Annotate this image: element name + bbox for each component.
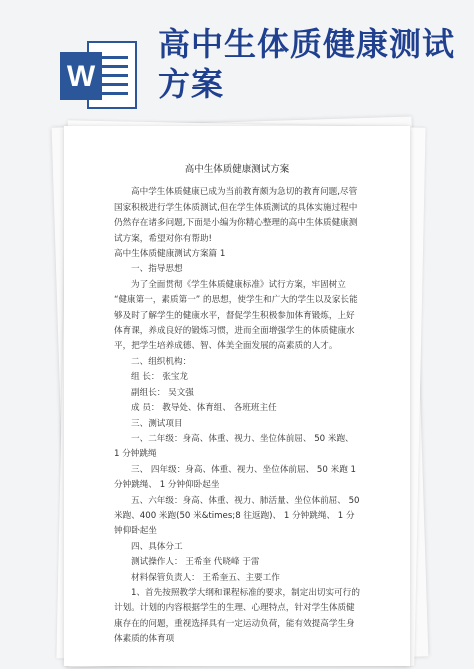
header-banner	[0, 0, 474, 115]
heading-test-items: 三、测试项目	[131, 418, 183, 429]
org-leader: 组 长： 张宝龙	[131, 372, 189, 383]
heading-division-of-work: 四、具体分工	[131, 541, 183, 552]
heading-guiding-ideology: 一、指导思想	[131, 264, 183, 275]
material-custodian: 材料保管负责人： 王希奎五、主要工作	[131, 572, 280, 583]
test-items-grade-1-2: 一、二年级：身高、体重、视力、坐位体前屈、 50 米跑、 1 分钟跳绳	[114, 433, 354, 460]
test-items-grade-5-6: 五、六年级：身高、体重、视力、肺活量、坐位体前屈、 50 米跑、400 米跑(50 米&times;8 往返跑)、 1 分钟跳绳、 1 分钟仰卧起坐	[114, 495, 360, 537]
paragraph-guiding-ideology: 为了全面贯彻《学生体质健康标准》试行方案，牢固树立 “健康第一，素质第一” 的思想，使学生和广大的学生以及家长能够及时了解学生的健康水平，督促学生积极参加体育锻炼，上好体育课，养成良好的锻炼习惯，进而全面增强学生的体质健康水平，把学生培养成德、智、体美全面发展的高素质的人才。	[114, 279, 358, 352]
test-operators: 测试操作人： 王希奎 代晓峰 于雷	[131, 557, 260, 568]
document-title: 高中生体质健康测试方案	[184, 164, 290, 175]
heading-organization: 二、组织机构：	[131, 356, 192, 367]
word-document-icon	[58, 38, 138, 114]
document-page	[64, 126, 410, 666]
test-items-grade-3-4: 三、 四年级：身高、体重、视力、坐位体前屈、 50 米跑 1 分钟跳绳、 1 分钟仰卧起坐	[114, 464, 356, 491]
word-logo-letter: W	[66, 60, 96, 93]
document-body	[114, 162, 360, 648]
page-title: 高中生体质健康测试方案	[158, 25, 456, 103]
section-heading: 高中生体质健康测试方案篇 1	[114, 249, 226, 260]
org-deputy: 副组长： 吴文强	[131, 387, 194, 398]
paragraph-main-work: 1、首先按照教学大纲和课程标准的要求，制定出切实可行的计划。计划的内容根据学生的生理、心理特点，针对学生体质健康存在的问题，重视选择具有一定运动负荷，能有效提高学生身体素质的体育项	[114, 587, 360, 645]
org-members: 成 员： 教导处、体育组、 各班班主任	[131, 403, 277, 414]
paragraph-intro: 高中学生体质健康已成为当前教育颇为急切的教育问题,尽管国家积极进行学生体质测试,但在学生体质测试的具体实施过程中仍然存在诸多问题,下面是小编为你精心整理的高中生体质健康测试方案，希望对你有帮助!	[114, 187, 358, 244]
